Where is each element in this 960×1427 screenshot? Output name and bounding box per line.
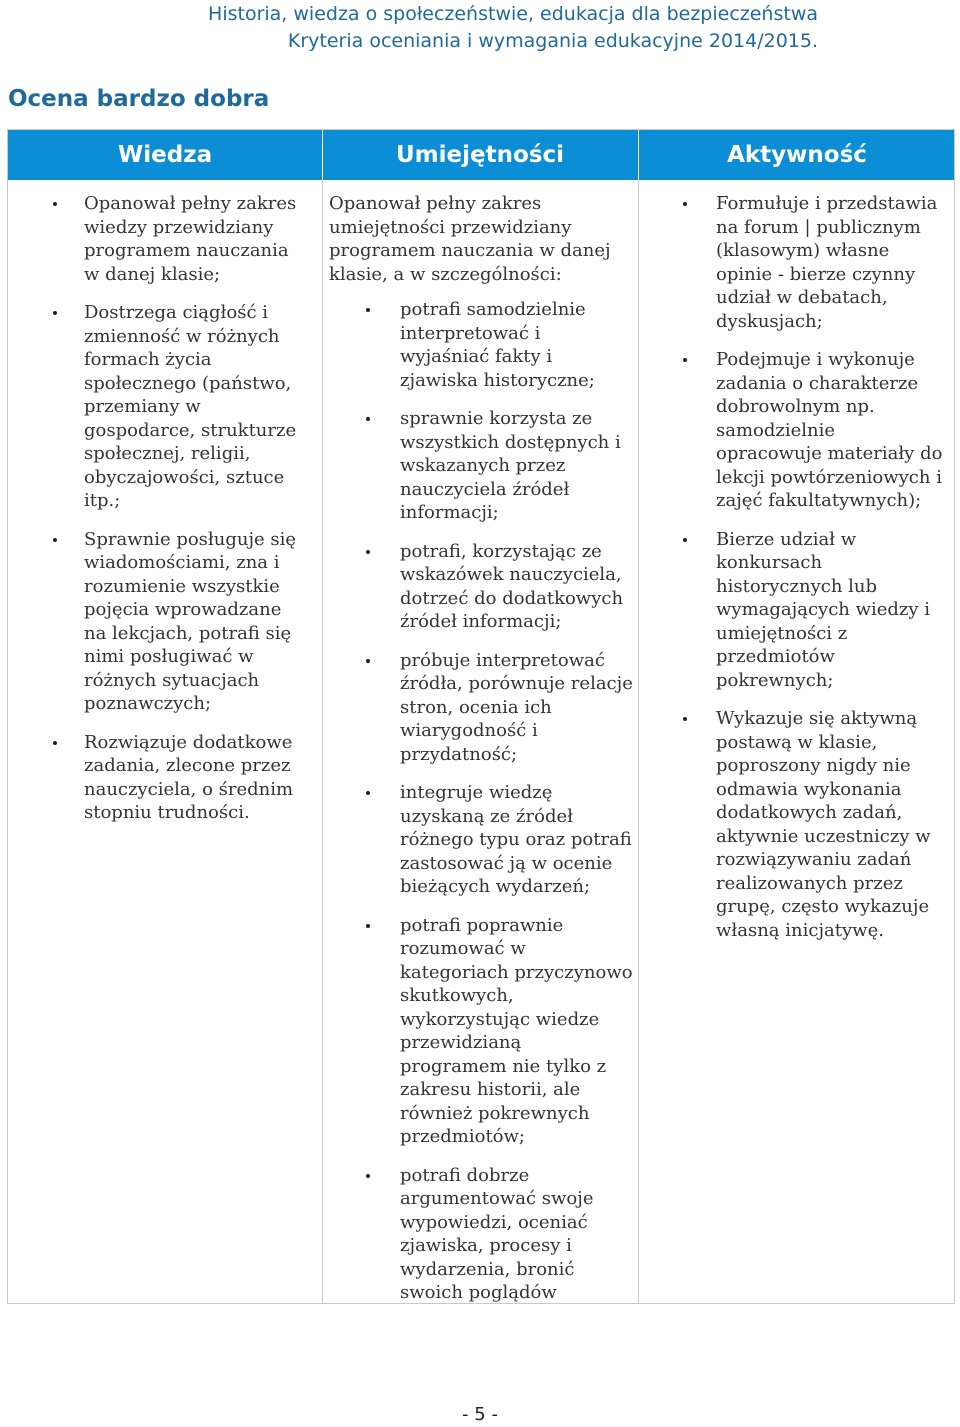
list-item (323, 407, 633, 525)
table-header-row (8, 130, 954, 180)
list-item (323, 781, 633, 899)
list-item (639, 348, 944, 513)
bullet-icon (683, 358, 687, 362)
header-criteria: Kryteria oceniania i wymagania edukacyjne 2014/2015. (287, 30, 818, 52)
list-item-text: Bierze udział w konkursach historycznych lub wymagających wiedzy i umiejętności z przedmiotów pokrewnych; (716, 528, 931, 691)
bullet-icon (366, 791, 370, 795)
bullet-icon (683, 202, 687, 206)
list-item (639, 707, 944, 942)
list-item-text: Sprawnie posługuje się wiadomościami, zna i rozumienie wszystkie pojęcia wprowadzane na lekcjach, potrafi się nimi posługiwać w różnych sytuacjach poznawczych; (84, 528, 297, 714)
list-item (323, 540, 633, 634)
list-item-text: Dostrzega ciągłość i zmienność w różnych formach życia społecznego (państwo, przemiany w gospodarce, strukturze społecznej, religii, obyczajowości, sztuce itp.; (84, 302, 297, 511)
list-item (639, 528, 944, 693)
column-aktywnosc (639, 180, 956, 1303)
umiejetnosci-intro: Opanował pełny zakres umiejętności przewidziany programem nauczania w danej klasie, a w szczególności: (329, 193, 611, 285)
list-item (639, 192, 944, 333)
list-item-text: Wykazuje się aktywną postawą w klasie, poproszony nigdy nie odmawia wykonania dodatkowych zadań, aktywnie uczestniczy w rozwiązywaniu zadań realizowanych przez grupę, często wykazuje własną inicjatywę. (716, 708, 931, 941)
list-item (323, 298, 633, 392)
list-item (8, 731, 308, 825)
list-item (323, 649, 633, 767)
header-umiejetnosci: Umiejętności (396, 142, 564, 168)
bullet-icon (53, 538, 57, 542)
list-item-text: potrafi, korzystając ze wskazówek nauczyciela, dotrzeć do dodatkowych źródeł informacji; (400, 540, 624, 632)
header-subjects: Historia, wiedza o społeczeństwie, edukacja dla bezpieczeństwa (208, 3, 818, 25)
list-item-text: potrafi poprawnie rozumować w kategoriach przyczynowo skutkowych, wykorzystując wiedze przewidzianą programem nie tylko z zakresu historii, ale również pokrewnych przedmiotów; (400, 914, 633, 1147)
list-item-text: Opanował pełny zakres wiedzy przewidziany programem nauczania w danej klasie; (84, 193, 297, 285)
bullet-icon (683, 538, 687, 542)
list-item-text: sprawnie korzysta ze wszystkich dostępnych i wskazanych przez nauczyciela źródeł informacji; (400, 408, 621, 523)
column-wiedza (8, 180, 322, 1303)
list-item (8, 528, 308, 716)
bullet-icon (366, 1174, 370, 1178)
column-umiejetnosci (323, 180, 638, 1303)
bullet-icon (53, 202, 57, 206)
list-item (323, 914, 633, 1149)
header-aktywnosc: Aktywność (727, 142, 867, 168)
bullet-icon (366, 924, 370, 928)
header-divider (322, 130, 323, 180)
list-item-text: Formułuje i przedstawia na forum | publicznym (klasowym) własne opinie - bierze czynny udział w debatach, dyskusjach; (716, 193, 938, 332)
list-item-text: potrafi dobrze argumentować swoje wypowiedzi, oceniać zjawiska, procesy i wydarzenia, bronić swoich poglądów (400, 1164, 594, 1303)
umiejetnosci-list (323, 298, 633, 1305)
bullet-icon (366, 659, 370, 663)
bullet-icon (366, 308, 370, 312)
bullet-icon (53, 741, 57, 745)
bullet-icon (683, 717, 687, 721)
bullet-icon (366, 550, 370, 554)
page-number: - 5 - (462, 1404, 498, 1425)
list-item-text: Rozwiązuje dodatkowe zadania, zlecone przez nauczyciela, o średnim stopniu trudności. (84, 731, 294, 823)
wiedza-list (8, 192, 308, 825)
list-item (8, 301, 308, 513)
bullet-icon (366, 417, 370, 421)
list-item-text: Podejmuje i wykonuje zadania o charakterze dobrowolnym np. samodzielnie opracowuje materiały do lekcji powtórzeniowych i zajęć fakultatywnych); (716, 349, 943, 511)
criteria-table (7, 129, 955, 1304)
list-item (323, 1164, 633, 1305)
aktywnosc-list (639, 192, 944, 942)
list-item-text: próbuje interpretować źródła, porównuje relacje stron, ocenia ich wiarygodność i przydatność; (400, 649, 633, 765)
list-item (8, 192, 308, 286)
header-wiedza: Wiedza (117, 142, 213, 168)
section-title: Ocena bardzo dobra (8, 86, 270, 112)
list-item-text: integruje wiedzę uzyskaną ze źródeł różnego typu oraz potrafi zastosować ją w ocenie bieżących wydarzeń; (400, 782, 632, 897)
document-header (18, 0, 818, 55)
bullet-icon (53, 311, 57, 315)
header-divider (638, 130, 639, 180)
list-item-text: potrafi samodzielnie interpretować i wyjaśniać fakty i zjawiska historyczne; (400, 299, 595, 391)
